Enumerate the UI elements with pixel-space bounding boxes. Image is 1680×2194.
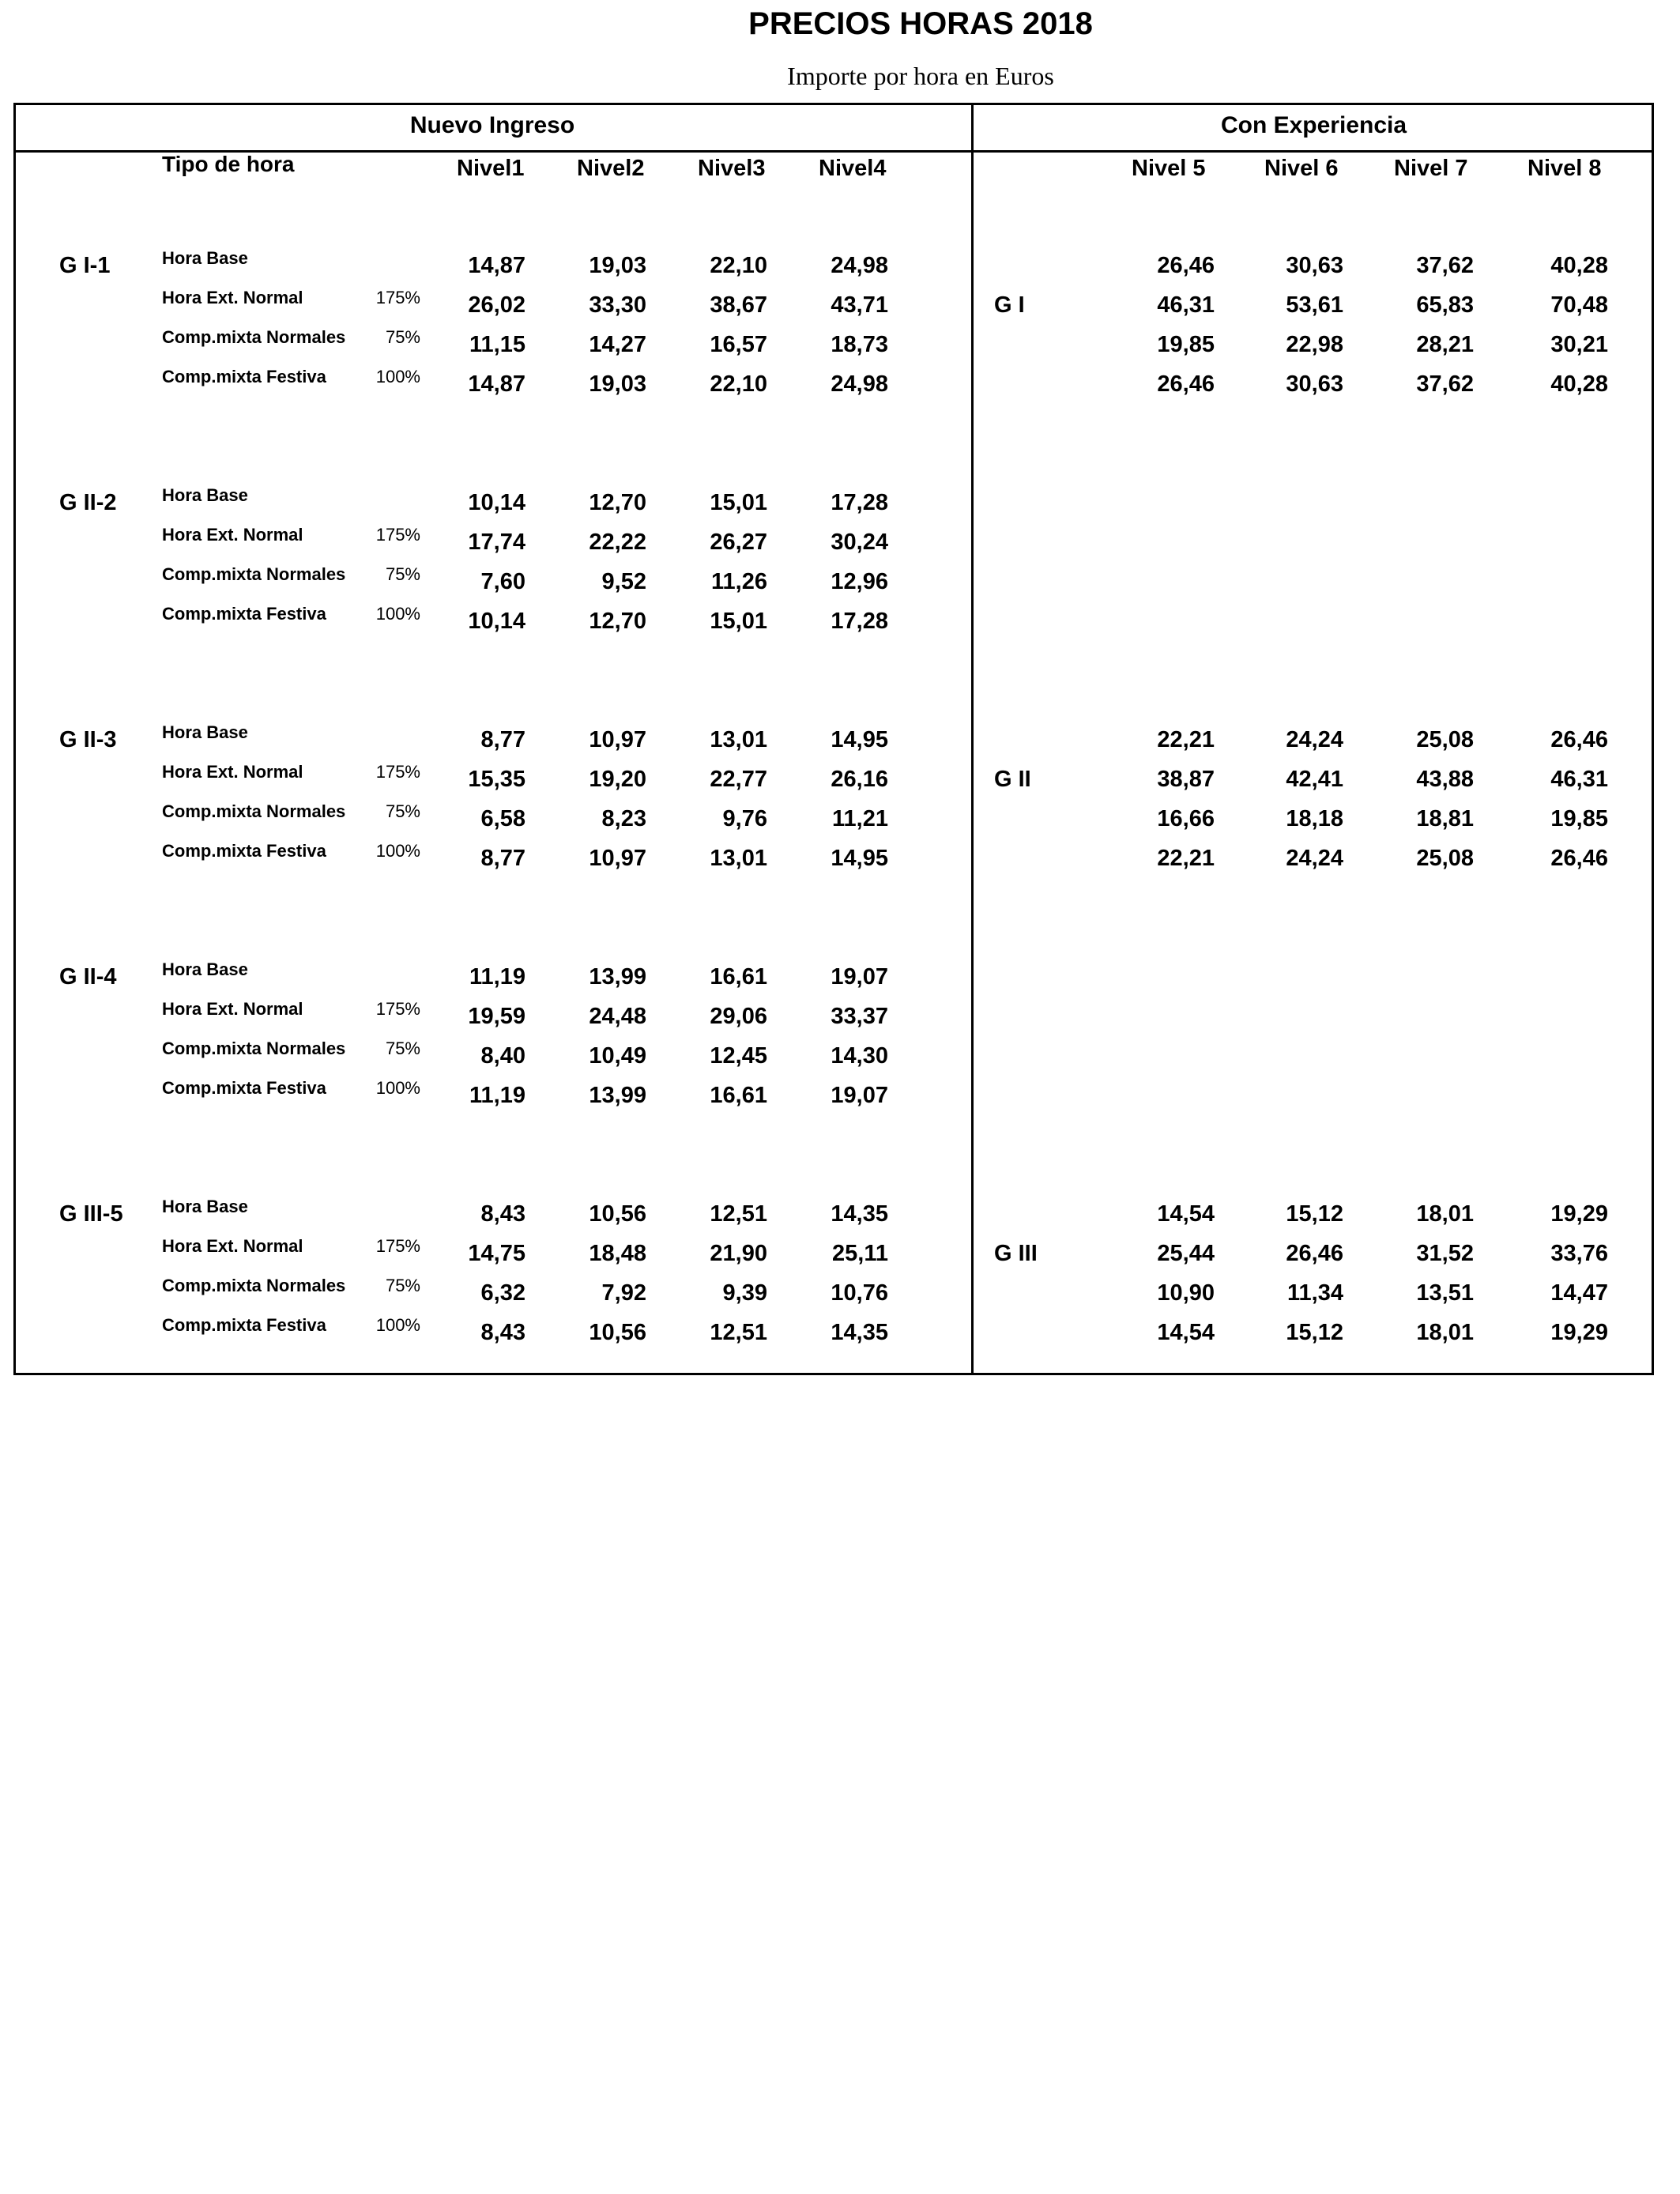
price-cell: 7,92 [601, 1280, 646, 1306]
price-cell: 38,67 [710, 292, 767, 318]
section-divider-vertical [971, 103, 974, 1375]
price-cell: 8,43 [480, 1320, 525, 1345]
price-cell: 19,85 [1157, 332, 1215, 357]
price-cell: 15,35 [468, 767, 525, 792]
group-label: G I-1 [59, 253, 111, 278]
price-cell: 13,99 [589, 964, 646, 990]
row-type-label: Comp.mixta Normales [162, 801, 346, 821]
price-cell: 37,62 [1416, 253, 1474, 278]
row-type-label: Hora Ext. Normal [162, 288, 303, 307]
price-cell: 18,48 [589, 1241, 646, 1266]
price-cell: 19,07 [831, 964, 888, 990]
price-cell: 22,21 [1157, 846, 1215, 871]
price-cell: 46,31 [1550, 767, 1608, 792]
price-cell: 14,87 [468, 371, 525, 397]
price-cell: 53,61 [1286, 292, 1343, 318]
price-cell: 10,49 [589, 1043, 646, 1069]
row-percent: 75% [385, 801, 420, 821]
row-type-label: Comp.mixta Normales [162, 1276, 346, 1295]
price-cell: 12,96 [831, 569, 888, 594]
price-cell: 11,19 [469, 964, 525, 990]
price-cell: 16,57 [710, 332, 767, 357]
price-cell: 19,59 [468, 1004, 525, 1029]
row-type-label: Comp.mixta Festiva [162, 1078, 326, 1098]
price-cell: 16,61 [710, 964, 767, 990]
price-cell: 16,66 [1157, 806, 1215, 831]
row-percent: 100% [375, 841, 420, 861]
row-type-label: Comp.mixta Festiva [162, 841, 326, 861]
price-cell: 11,19 [469, 1083, 525, 1108]
price-cell: 22,10 [710, 253, 767, 278]
row-type-label: Comp.mixta Festiva [162, 1315, 326, 1335]
price-cell: 10,56 [589, 1320, 646, 1345]
price-cell: 11,26 [711, 569, 767, 594]
price-cell: 11,21 [832, 806, 888, 831]
price-cell: 42,41 [1286, 767, 1343, 792]
price-cell: 6,58 [480, 806, 525, 831]
row-percent: 175% [375, 525, 420, 545]
price-cell: 38,87 [1157, 767, 1215, 792]
price-cell: 11,15 [469, 332, 525, 357]
price-cell: 25,08 [1416, 727, 1474, 752]
price-cell: 22,98 [1286, 332, 1343, 357]
price-cell: 12,51 [710, 1201, 767, 1227]
price-cell: 37,62 [1416, 371, 1474, 397]
row-type-label: Hora Ext. Normal [162, 999, 303, 1019]
row-type-label: Hora Ext. Normal [162, 762, 303, 782]
price-cell: 40,28 [1550, 253, 1608, 278]
price-cell: 24,24 [1286, 727, 1343, 752]
price-cell: 9,39 [722, 1280, 767, 1306]
price-cell: 26,27 [710, 530, 767, 555]
price-cell: 10,14 [468, 490, 525, 515]
price-cell: 19,03 [589, 371, 646, 397]
section-nuevo-ingreso: Nuevo Ingreso [409, 112, 575, 138]
price-cell: 19,20 [589, 767, 646, 792]
row-percent: 175% [375, 999, 420, 1019]
price-cell: 15,12 [1286, 1320, 1343, 1345]
price-cell: 24,48 [589, 1004, 646, 1029]
price-cell: 13,99 [589, 1083, 646, 1108]
row-percent: 75% [385, 327, 420, 347]
price-cell: 13,01 [710, 727, 767, 752]
level-header-5: Nivel 5 [1132, 156, 1206, 181]
price-cell: 8,77 [480, 846, 525, 871]
price-cell: 28,21 [1416, 332, 1474, 357]
price-cell: 26,46 [1157, 371, 1215, 397]
price-cell: 7,60 [480, 569, 525, 594]
group-label-right: G I [994, 292, 1025, 318]
price-cell: 22,21 [1157, 727, 1215, 752]
price-cell: 10,14 [468, 609, 525, 634]
row-percent: 75% [385, 564, 420, 584]
price-cell: 10,76 [831, 1280, 888, 1306]
price-cell: 70,48 [1550, 292, 1608, 318]
price-cell: 33,37 [831, 1004, 888, 1029]
price-cell: 12,45 [710, 1043, 767, 1069]
price-cell: 22,10 [710, 371, 767, 397]
row-percent: 100% [375, 367, 420, 386]
price-cell: 33,30 [589, 292, 646, 318]
row-type-label: Hora Base [162, 959, 248, 979]
level-header-8: Nivel 8 [1527, 156, 1602, 181]
price-cell: 29,06 [710, 1004, 767, 1029]
price-cell: 26,46 [1550, 727, 1608, 752]
price-cell: 33,76 [1550, 1241, 1608, 1266]
price-cell: 43,71 [831, 292, 888, 318]
price-cell: 14,95 [831, 727, 888, 752]
price-cell: 14,75 [468, 1241, 525, 1266]
price-cell: 25,08 [1416, 846, 1474, 871]
price-cell: 14,54 [1157, 1201, 1215, 1227]
price-cell: 19,29 [1550, 1320, 1608, 1345]
price-cell: 8,43 [480, 1201, 525, 1227]
row-percent: 100% [375, 1078, 420, 1098]
price-cell: 24,98 [831, 371, 888, 397]
level-header-1: Nivel1 [457, 156, 525, 181]
row-type-label: Hora Base [162, 1197, 248, 1216]
price-cell: 11,34 [1287, 1280, 1343, 1306]
section-con-experiencia: Con Experiencia [1220, 112, 1407, 138]
price-cell: 14,54 [1157, 1320, 1215, 1345]
price-cell: 24,98 [831, 253, 888, 278]
group-label-right: G III [994, 1241, 1038, 1266]
row-percent: 175% [375, 762, 420, 782]
row-percent: 75% [385, 1276, 420, 1295]
price-cell: 24,24 [1286, 846, 1343, 871]
group-label: G II-2 [59, 490, 117, 515]
price-cell: 30,63 [1286, 371, 1343, 397]
price-cell: 19,85 [1550, 806, 1608, 831]
price-cell: 14,35 [831, 1320, 888, 1345]
price-cell: 22,77 [710, 767, 767, 792]
group-label: G II-3 [59, 727, 117, 752]
price-cell: 14,30 [831, 1043, 888, 1069]
price-cell: 16,61 [710, 1083, 767, 1108]
price-cell: 26,46 [1550, 846, 1608, 871]
price-cell: 14,47 [1550, 1280, 1608, 1306]
page-subtitle: Importe por hora en Euros [787, 62, 1054, 90]
price-cell: 21,90 [710, 1241, 767, 1266]
price-cell: 18,01 [1416, 1320, 1474, 1345]
row-type-label: Comp.mixta Normales [162, 327, 346, 347]
price-cell: 46,31 [1157, 292, 1215, 318]
price-cell: 18,81 [1416, 806, 1474, 831]
row-percent: 100% [375, 604, 420, 624]
price-cell: 43,88 [1416, 767, 1474, 792]
price-cell: 9,52 [601, 569, 646, 594]
row-type-label: Comp.mixta Festiva [162, 367, 326, 386]
page-title: PRECIOS HORAS 2018 [748, 6, 1093, 41]
price-cell: 10,56 [589, 1201, 646, 1227]
price-cell: 26,02 [468, 292, 525, 318]
price-cell: 10,90 [1157, 1280, 1215, 1306]
level-header-7: Nivel 7 [1394, 156, 1468, 181]
price-cell: 18,01 [1416, 1201, 1474, 1227]
price-cell: 15,12 [1286, 1201, 1343, 1227]
row-type-label: Hora Ext. Normal [162, 1236, 303, 1256]
row-type-label: Comp.mixta Normales [162, 564, 346, 584]
price-cell: 17,28 [831, 609, 888, 634]
price-cell: 17,28 [831, 490, 888, 515]
level-header-3: Nivel3 [698, 156, 766, 181]
row-percent: 75% [385, 1039, 420, 1058]
row-type-label: Hora Base [162, 722, 248, 742]
price-cell: 14,87 [468, 253, 525, 278]
price-cell: 30,21 [1550, 332, 1608, 357]
price-cell: 26,46 [1157, 253, 1215, 278]
price-cell: 8,40 [480, 1043, 525, 1069]
price-cell: 10,97 [589, 846, 646, 871]
price-cell: 17,74 [468, 530, 525, 555]
price-cell: 22,22 [589, 530, 646, 555]
group-label: G III-5 [59, 1201, 123, 1227]
price-cell: 18,73 [831, 332, 888, 357]
price-cell: 31,52 [1416, 1241, 1474, 1266]
price-cell: 6,32 [480, 1280, 525, 1306]
price-cell: 25,11 [832, 1241, 888, 1266]
row-percent: 100% [375, 1315, 420, 1335]
price-cell: 9,76 [722, 806, 767, 831]
price-cell: 19,29 [1550, 1201, 1608, 1227]
price-cell: 10,97 [589, 727, 646, 752]
row-type-label: Comp.mixta Festiva [162, 604, 326, 624]
price-cell: 26,46 [1286, 1241, 1343, 1266]
row-type-label: Comp.mixta Normales [162, 1039, 346, 1058]
price-cell: 15,01 [710, 490, 767, 515]
price-cell: 65,83 [1416, 292, 1474, 318]
row-percent: 175% [375, 1236, 420, 1256]
price-cell: 14,35 [831, 1201, 888, 1227]
price-cell: 30,24 [831, 530, 888, 555]
price-cell: 13,51 [1416, 1280, 1474, 1306]
level-header-6: Nivel 6 [1264, 156, 1339, 181]
price-cell: 19,03 [589, 253, 646, 278]
price-cell: 8,77 [480, 727, 525, 752]
price-cell: 14,27 [589, 332, 646, 357]
price-cell: 25,44 [1157, 1241, 1215, 1266]
price-cell: 8,23 [601, 806, 646, 831]
group-label-right: G II [994, 767, 1031, 792]
price-cell: 12,51 [710, 1320, 767, 1345]
price-cell: 18,18 [1286, 806, 1343, 831]
row-type-label: Hora Ext. Normal [162, 525, 303, 545]
price-cell: 14,95 [831, 846, 888, 871]
row-type-label: Hora Base [162, 485, 248, 505]
price-cell: 30,63 [1286, 253, 1343, 278]
level-header-4: Nivel4 [819, 156, 887, 181]
price-cell: 13,01 [710, 846, 767, 871]
price-cell: 40,28 [1550, 371, 1608, 397]
group-label: G II-4 [59, 964, 117, 990]
price-cell: 19,07 [831, 1083, 888, 1108]
price-cell: 15,01 [710, 609, 767, 634]
tipo-de-hora-header: Tipo de hora [162, 152, 295, 176]
row-type-label: Hora Base [162, 248, 248, 268]
price-cell: 26,16 [831, 767, 888, 792]
price-cell: 12,70 [589, 609, 646, 634]
price-cell: 12,70 [589, 490, 646, 515]
row-percent: 175% [375, 288, 420, 307]
level-header-2: Nivel2 [577, 156, 645, 181]
